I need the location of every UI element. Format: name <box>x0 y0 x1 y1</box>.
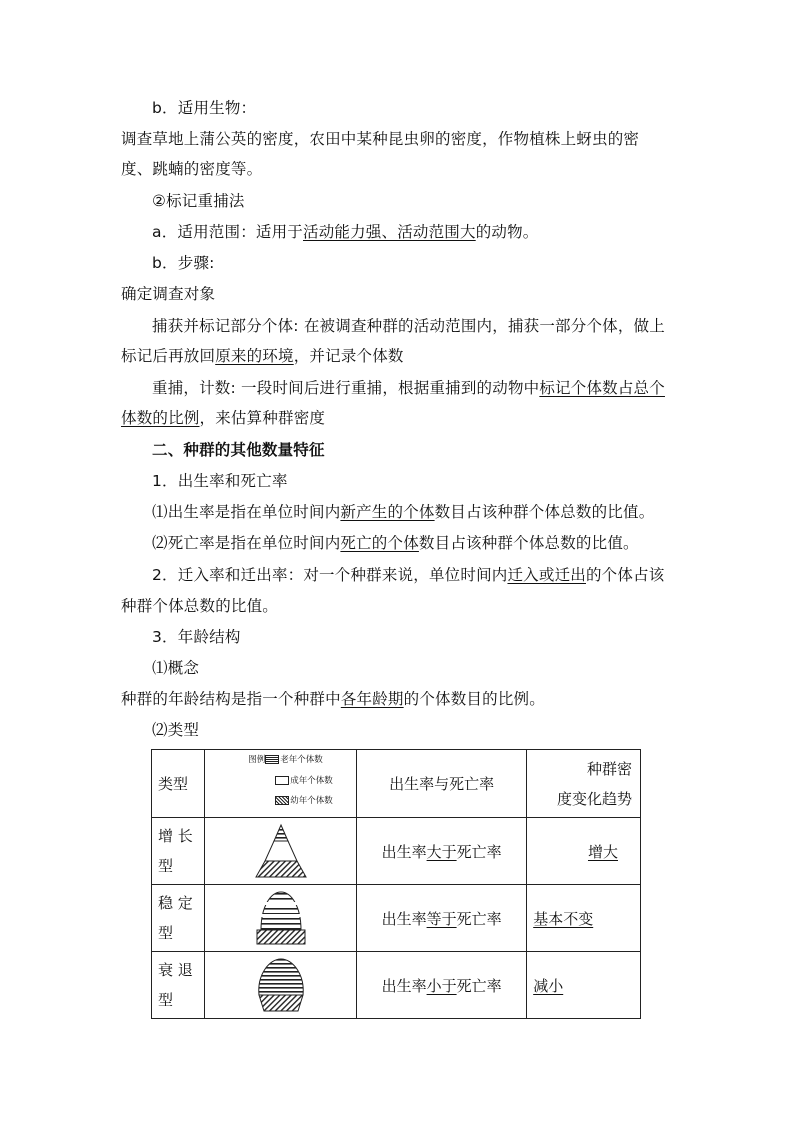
underlined-answer: 体数的比例 <box>121 409 200 427</box>
line-concept <box>152 658 199 678</box>
legend-adult <box>275 775 333 787</box>
table-row <box>152 818 641 885</box>
underlined-answer: 活动能力强、活动范围大 <box>303 223 476 241</box>
legend-old <box>248 754 323 766</box>
rate-cell <box>356 885 526 952</box>
underlined-answer: 标记个体数占总个 <box>539 379 665 397</box>
text: ，来估算种群密度 <box>199 409 326 427</box>
figure-cell <box>205 885 357 952</box>
line-birth-rate <box>152 502 654 522</box>
header-type: 类型 <box>158 774 189 793</box>
line-recapture <box>152 378 665 398</box>
trend-cell <box>527 885 641 952</box>
table-header-row <box>152 750 641 818</box>
type-label-cont: 型 <box>158 924 174 942</box>
type-cell <box>152 818 205 885</box>
trend-cell <box>527 818 641 885</box>
text: 2．迁入率和迁出率：对一个种群来说，单位时间内 <box>152 566 508 584</box>
rate-prefix: 出生率 <box>381 909 427 928</box>
blank-swatch-icon <box>275 776 289 785</box>
line-survey-examples <box>121 129 639 149</box>
type-label: 稳 定 <box>158 894 193 912</box>
text: ⑵类型 <box>152 721 200 739</box>
trend-cell <box>527 952 641 1019</box>
text: 调查草地上蒲公英的密度，农田中某种昆虫卵的密度，作物植株上蚜虫的密 <box>121 130 640 148</box>
legend-young <box>275 795 333 807</box>
trend-answer: 增大 <box>587 842 618 861</box>
line-birth-death-heading <box>152 471 288 491</box>
header-trend-line2: 度变化趋势 <box>556 789 632 808</box>
text: 种群个体总数的比值。 <box>121 597 279 615</box>
line-b-applicable-organisms <box>152 98 256 118</box>
text: b．适用生物： <box>152 99 257 117</box>
section-heading <box>152 440 325 460</box>
underlined-answer: 各年龄期 <box>340 690 404 708</box>
text: 重捕，计数: 一段时间后进行重捕，根据重捕到的动物中 <box>152 379 540 397</box>
text: 二、种群的其他数量特征 <box>152 441 325 459</box>
text: ，并记录个体数 <box>293 347 404 365</box>
underlined-answer: 迁入或迁出 <box>507 566 586 584</box>
rate-answer: 等于 <box>426 909 457 928</box>
stable-bell <box>205 886 356 950</box>
text: 的个体数目的比例。 <box>403 690 545 708</box>
legend-young-label: 幼年个体数 <box>290 795 333 806</box>
table-row <box>152 952 641 1019</box>
rate-answer: 小于 <box>426 976 457 995</box>
rate-suffix: 死亡率 <box>456 842 502 861</box>
text: ⑵死亡率是指在单位时间内 <box>152 534 341 552</box>
header-trend-cell <box>527 750 641 818</box>
rate-suffix: 死亡率 <box>456 909 502 928</box>
type-label-cont: 型 <box>158 991 174 1009</box>
underlined-answer: 死亡的个体 <box>340 534 419 552</box>
text: ⑴概念 <box>152 659 200 677</box>
rate-cell <box>356 818 526 885</box>
header-trend-line1: 种群密 <box>586 759 632 778</box>
underlined-answer: 原来的环境 <box>215 347 294 365</box>
table-row <box>152 885 641 952</box>
rate-prefix: 出生率 <box>381 976 427 995</box>
type-cell <box>152 885 205 952</box>
trend-answer: 减小 <box>533 976 564 995</box>
rate-prefix: 出生率 <box>381 842 427 861</box>
text: b．步骤: <box>152 254 215 272</box>
legend <box>205 751 356 817</box>
line-capture-mark-cont <box>121 346 404 366</box>
header-type-cell <box>152 750 205 818</box>
line-migration <box>152 565 665 585</box>
line-recapture-cont <box>121 408 325 428</box>
rate-answer: 大于 <box>426 842 457 861</box>
text: 度、跳蝻的密度等。 <box>121 160 263 178</box>
text: 捕获并标记部分个体: 在被调查种群的活动范围内，捕获一部分个体，做上 <box>152 317 665 335</box>
trend-answer: 基本不变 <box>533 909 594 928</box>
text: 1．出生率和死亡率 <box>152 472 288 490</box>
increasing-pyramid <box>205 819 356 883</box>
type-label: 衰 退 <box>158 961 193 979</box>
line-capture-mark <box>152 316 665 336</box>
line-age-structure-def <box>121 689 545 709</box>
diagonal-hatch-swatch-icon <box>275 796 289 805</box>
line-types <box>152 720 199 740</box>
type-label: 增 长 <box>158 827 193 845</box>
text: ⑴出生率是指在单位时间内 <box>152 503 341 521</box>
legend-title: 图例 <box>248 754 266 765</box>
age-structure-table <box>151 749 641 1019</box>
header-legend-cell <box>205 750 357 818</box>
text: 数目占该种群个体总数的比值。 <box>418 534 639 552</box>
text: 的动物。 <box>475 223 539 241</box>
line-death-rate <box>152 533 639 553</box>
line-mark-recapture-heading <box>152 191 245 211</box>
declining-urn-icon <box>251 955 311 1015</box>
text: 标记后再放回 <box>121 347 216 365</box>
text: 3．年龄结构 <box>152 628 241 646</box>
declining-urn <box>205 953 356 1017</box>
type-label-cont: 型 <box>158 857 174 875</box>
text: 确定调查对象 <box>121 285 216 303</box>
legend-adult-label: 成年个体数 <box>290 775 333 786</box>
underlined-answer: 新产生的个体 <box>340 503 435 521</box>
horizontal-stripe-swatch-icon <box>265 755 279 764</box>
line-determine-object <box>121 284 215 304</box>
figure-cell <box>205 952 357 1019</box>
line-age-structure-heading <box>152 627 241 647</box>
header-rate-cell <box>356 750 526 818</box>
text: 的个体占该 <box>585 566 665 584</box>
text: ②标记重捕法 <box>152 192 245 210</box>
rate-suffix: 死亡率 <box>456 976 502 995</box>
increasing-pyramid-icon <box>251 821 311 881</box>
type-cell <box>152 952 205 1019</box>
text: 种群的年龄结构是指一个种群中 <box>121 690 341 708</box>
text: 数目占该种群个体总数的比值。 <box>434 503 655 521</box>
figure-cell <box>205 818 357 885</box>
rate-cell <box>356 952 526 1019</box>
line-applicable-scope <box>152 222 539 242</box>
stable-bell-icon <box>251 888 311 948</box>
line-steps <box>152 253 215 273</box>
header-rate: 出生率与死亡率 <box>389 774 495 793</box>
line-migration-cont <box>121 596 278 616</box>
text: a．适用范围：适用于 <box>152 223 303 241</box>
legend-old-label: 老年个体数 <box>280 754 323 765</box>
line-survey-examples-cont <box>121 159 262 179</box>
